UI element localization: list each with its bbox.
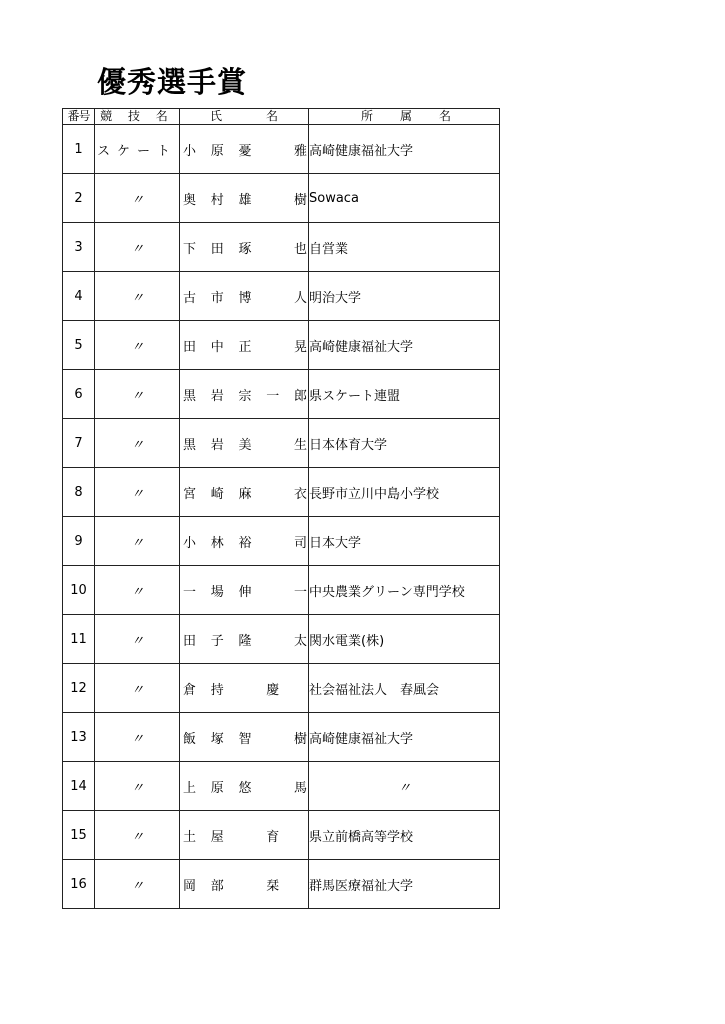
name-char: 太 bbox=[294, 633, 308, 649]
table-row bbox=[63, 125, 500, 174]
name-char: 育 bbox=[266, 829, 280, 845]
name-char: 裕 bbox=[238, 535, 252, 551]
name-char: 晃 bbox=[294, 339, 308, 355]
name-char: 持 bbox=[210, 682, 224, 698]
name-char: 奥 bbox=[183, 192, 197, 208]
row-sport: 〃 bbox=[95, 566, 180, 615]
row-sport: 〃 bbox=[95, 762, 180, 811]
name-char: 衣 bbox=[294, 486, 308, 502]
row-number: 5 bbox=[63, 321, 95, 370]
row-name bbox=[180, 713, 309, 762]
name-char: 中 bbox=[210, 339, 224, 355]
header-affiliation-char: 名 bbox=[438, 109, 451, 123]
name-char: 樹 bbox=[294, 192, 308, 208]
name-char bbox=[266, 434, 279, 453]
name-char: 美 bbox=[238, 437, 252, 453]
name-char: 倉 bbox=[183, 682, 197, 698]
row-sport: 〃 bbox=[95, 517, 180, 566]
name-char bbox=[294, 826, 307, 845]
name-char: 田 bbox=[183, 339, 197, 355]
name-char bbox=[266, 581, 279, 600]
row-sport: 〃 bbox=[95, 713, 180, 762]
name-char: 古 bbox=[183, 290, 197, 306]
header-name bbox=[180, 109, 309, 125]
row-sport: スケート bbox=[95, 125, 180, 174]
row-number: 1 bbox=[63, 125, 95, 174]
row-sport: 〃 bbox=[95, 223, 180, 272]
name-char: 上 bbox=[183, 780, 197, 796]
name-char bbox=[266, 287, 279, 306]
row-name bbox=[180, 370, 309, 419]
table-row bbox=[63, 370, 500, 419]
row-affiliation: 群馬医療福祉大学 bbox=[309, 860, 500, 909]
row-name bbox=[180, 762, 309, 811]
name-char bbox=[294, 679, 307, 698]
name-char: 一 bbox=[266, 388, 280, 404]
name-char: 一 bbox=[183, 584, 197, 600]
row-sport: 〃 bbox=[95, 272, 180, 321]
row-sport: 〃 bbox=[95, 615, 180, 664]
name-char: 一 bbox=[294, 584, 308, 600]
name-char: 馬 bbox=[294, 780, 308, 796]
name-char bbox=[266, 777, 279, 796]
name-char: 岩 bbox=[210, 388, 224, 404]
name-char bbox=[239, 875, 252, 894]
row-affiliation: 中央農業グリーン専門学校 bbox=[309, 566, 500, 615]
name-char: 麻 bbox=[238, 486, 252, 502]
name-char: 田 bbox=[210, 241, 224, 257]
table-row bbox=[63, 419, 500, 468]
table-row bbox=[63, 517, 500, 566]
name-char: 郎 bbox=[294, 388, 308, 404]
name-char: 村 bbox=[210, 192, 224, 208]
name-char: 小 bbox=[183, 143, 197, 159]
name-char: 栞 bbox=[266, 878, 280, 894]
row-sport: 〃 bbox=[95, 370, 180, 419]
row-affiliation: 高崎健康福祉大学 bbox=[309, 125, 500, 174]
name-char: 悠 bbox=[238, 780, 252, 796]
row-affiliation: 関水電業(株) bbox=[309, 615, 500, 664]
header-affiliation bbox=[309, 109, 500, 125]
table-row bbox=[63, 223, 500, 272]
name-char: 原 bbox=[210, 143, 224, 159]
row-name bbox=[180, 223, 309, 272]
name-char bbox=[266, 728, 279, 747]
name-char: 司 bbox=[294, 535, 308, 551]
row-affiliation: 長野市立川中島小学校 bbox=[309, 468, 500, 517]
name-char: 生 bbox=[294, 437, 308, 453]
header-name-char: 氏 bbox=[209, 109, 222, 123]
name-char: 下 bbox=[183, 241, 197, 257]
row-number: 16 bbox=[63, 860, 95, 909]
name-char bbox=[266, 630, 279, 649]
row-number: 10 bbox=[63, 566, 95, 615]
name-char bbox=[239, 826, 252, 845]
name-char: 慶 bbox=[266, 682, 280, 698]
name-char: 林 bbox=[210, 535, 224, 551]
table-row bbox=[63, 713, 500, 762]
row-number: 2 bbox=[63, 174, 95, 223]
row-name bbox=[180, 125, 309, 174]
name-char: 岡 bbox=[183, 878, 197, 894]
table-row bbox=[63, 615, 500, 664]
table-row bbox=[63, 811, 500, 860]
table-row bbox=[63, 762, 500, 811]
header-sport: 競 技 名 bbox=[95, 109, 180, 125]
name-char: 雅 bbox=[294, 143, 308, 159]
name-char: 塚 bbox=[210, 731, 224, 747]
row-number: 13 bbox=[63, 713, 95, 762]
table-row bbox=[63, 860, 500, 909]
row-sport: 〃 bbox=[95, 419, 180, 468]
row-sport: 〃 bbox=[95, 468, 180, 517]
name-char: 小 bbox=[183, 535, 197, 551]
name-char: 場 bbox=[210, 584, 224, 600]
name-char: 隆 bbox=[238, 633, 252, 649]
name-char bbox=[266, 336, 279, 355]
row-affiliation: 日本大学 bbox=[309, 517, 500, 566]
name-char: 博 bbox=[238, 290, 252, 306]
row-sport: 〃 bbox=[95, 860, 180, 909]
row-number: 12 bbox=[63, 664, 95, 713]
row-name bbox=[180, 419, 309, 468]
row-affiliation: 自営業 bbox=[309, 223, 500, 272]
row-affiliation: 高崎健康福祉大学 bbox=[309, 713, 500, 762]
name-char: 人 bbox=[294, 290, 308, 306]
row-number: 14 bbox=[63, 762, 95, 811]
name-char: 黒 bbox=[183, 388, 197, 404]
row-name bbox=[180, 860, 309, 909]
name-char: 田 bbox=[183, 633, 197, 649]
row-number: 9 bbox=[63, 517, 95, 566]
row-number: 4 bbox=[63, 272, 95, 321]
row-affiliation: 日本体育大学 bbox=[309, 419, 500, 468]
name-char bbox=[266, 238, 279, 257]
row-name bbox=[180, 811, 309, 860]
table-row bbox=[63, 566, 500, 615]
name-char: 伸 bbox=[238, 584, 252, 600]
row-affiliation: 県立前橋高等学校 bbox=[309, 811, 500, 860]
row-number: 7 bbox=[63, 419, 95, 468]
row-sport: 〃 bbox=[95, 811, 180, 860]
row-name bbox=[180, 566, 309, 615]
name-char: 部 bbox=[210, 878, 224, 894]
row-name bbox=[180, 615, 309, 664]
row-affiliation: 高崎健康福祉大学 bbox=[309, 321, 500, 370]
name-char: 憂 bbox=[238, 143, 252, 159]
row-name bbox=[180, 174, 309, 223]
row-affiliation: Sowaca bbox=[309, 174, 500, 223]
name-char bbox=[294, 875, 307, 894]
name-char: 原 bbox=[210, 780, 224, 796]
name-char bbox=[266, 532, 279, 551]
table-header-row bbox=[63, 109, 500, 125]
row-affiliation: 社会福祉法人 春風会 bbox=[309, 664, 500, 713]
row-number: 8 bbox=[63, 468, 95, 517]
table-row bbox=[63, 272, 500, 321]
name-char: 正 bbox=[238, 339, 252, 355]
row-name bbox=[180, 468, 309, 517]
name-char bbox=[266, 483, 279, 502]
name-char: 飯 bbox=[183, 731, 197, 747]
name-char: 土 bbox=[183, 829, 197, 845]
row-affiliation: 県スケート連盟 bbox=[309, 370, 500, 419]
table-row bbox=[63, 321, 500, 370]
header-affiliation-char: 属 bbox=[399, 109, 412, 123]
row-sport: 〃 bbox=[95, 664, 180, 713]
name-char: 宮 bbox=[183, 486, 197, 502]
name-char bbox=[239, 679, 252, 698]
row-sport: 〃 bbox=[95, 321, 180, 370]
table-row bbox=[63, 664, 500, 713]
table-row bbox=[63, 468, 500, 517]
name-char: 黒 bbox=[183, 437, 197, 453]
name-char: 也 bbox=[294, 241, 308, 257]
name-char: 樹 bbox=[294, 731, 308, 747]
name-char: 宗 bbox=[238, 388, 252, 404]
name-char: 屋 bbox=[210, 829, 224, 845]
row-name bbox=[180, 321, 309, 370]
row-number: 11 bbox=[63, 615, 95, 664]
row-number: 6 bbox=[63, 370, 95, 419]
header-number: 番号 bbox=[63, 109, 95, 125]
row-name bbox=[180, 272, 309, 321]
name-char: 子 bbox=[210, 633, 224, 649]
page-title: 優秀選手賞 bbox=[97, 65, 248, 99]
row-name bbox=[180, 517, 309, 566]
name-char: 市 bbox=[210, 290, 224, 306]
name-char: 雄 bbox=[238, 192, 252, 208]
row-sport: 〃 bbox=[95, 174, 180, 223]
name-char: 琢 bbox=[238, 241, 252, 257]
name-char: 智 bbox=[238, 731, 252, 747]
header-name-char: 名 bbox=[265, 109, 278, 123]
row-number: 3 bbox=[63, 223, 95, 272]
award-table bbox=[62, 108, 500, 909]
row-name bbox=[180, 664, 309, 713]
row-affiliation: 明治大学 bbox=[309, 272, 500, 321]
row-number: 15 bbox=[63, 811, 95, 860]
name-char: 岩 bbox=[210, 437, 224, 453]
name-char bbox=[266, 189, 279, 208]
name-char bbox=[266, 140, 279, 159]
name-char: 崎 bbox=[210, 486, 224, 502]
row-affiliation: 〃 bbox=[309, 762, 500, 811]
header-affiliation-char: 所 bbox=[361, 109, 374, 123]
table-row bbox=[63, 174, 500, 223]
